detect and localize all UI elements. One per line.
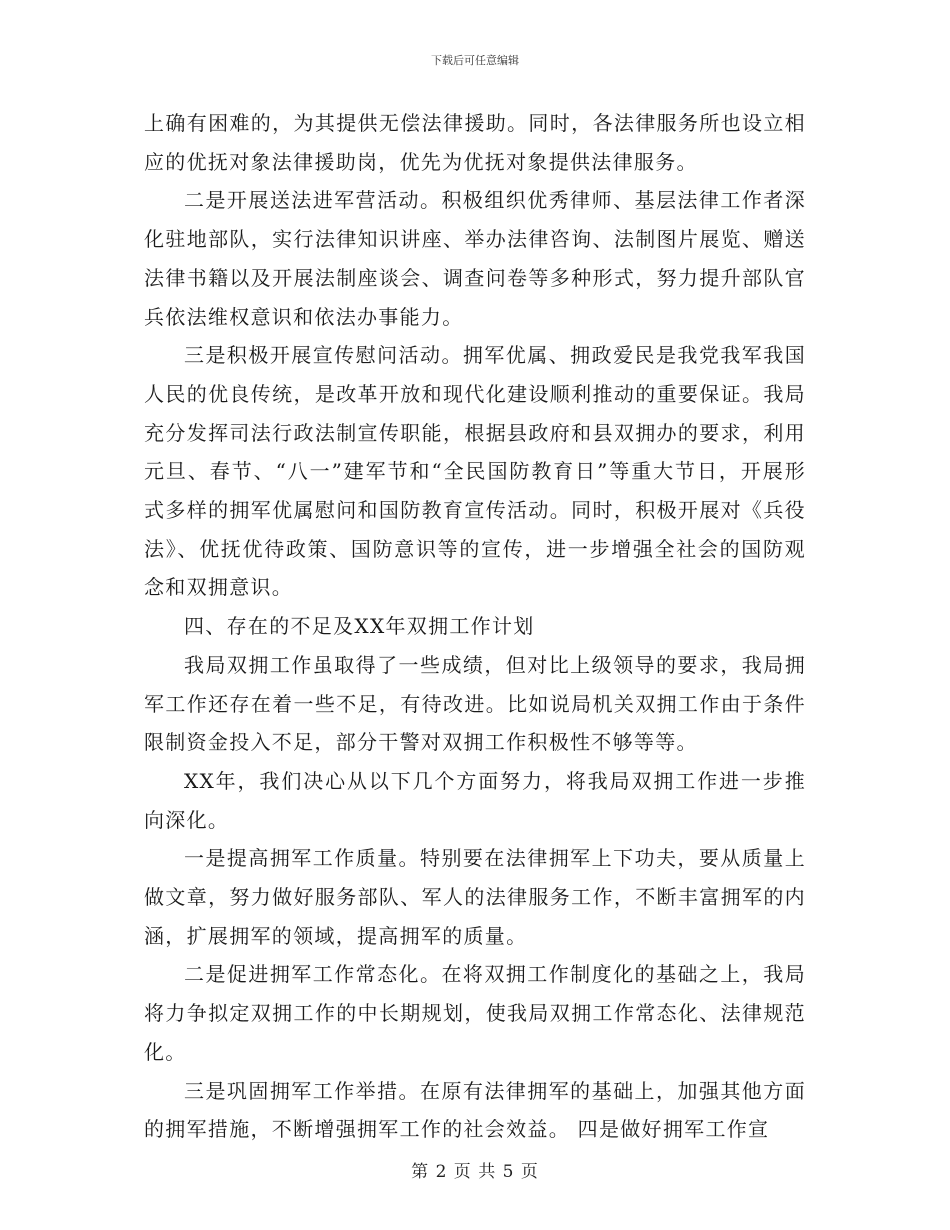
page-header: 下载后可任意编辑 [431,54,519,67]
section-heading: 四、存在的不足及XX年双拥工作计划 [184,614,535,639]
paragraph: 二是促进拥军工作常态化。在将双拥工作制度化的基础之上，我局将力争拟定双拥工作的中长期规划，使我局双拥工作常态化、法律规范化。 [144,962,806,1064]
paragraph: 我局双拥工作虽取得了一些成绩，但对比上级领导的要求，我局拥军工作还存在着一些不足，有待改进。比如说局机关双拥工作由于条件限制资金投入不足，部分干警对双拥工作积极性不够等等。 [144,652,806,755]
document-body [144,104,806,1149]
paragraph: XX年，我们决心从以下几个方面努力，将我局双拥工作进一步推向深化。 [144,768,806,832]
page-number: 第 2 页 共 5 页 [411,1162,539,1182]
paragraph: 三是积极开展宣传慰问活动。拥军优属、拥政爱民是我党我军我国人民的优良传统，是改革开放和现代化建设顺利推动的重要保证。我局充分发挥司法行政法制宣传职能，根据县政府和县双拥办的要求，利用元旦、春节、“八一”建军节和“全民国防教育日”等重大节日，开展形式多样的拥军优属慰问和国防教育宣传活动。同时，积极开展对《兵役法》、优抚优待政策、国防意识等的宣传，进一步增强全社会的国防观念和双拥意识。 [144,343,806,600]
paragraph: 三是巩固拥军工作举措。在原有法律拥军的基础上，加强其他方面的拥军措施，不断增强拥军工作的社会效益。 四是做好拥军工作宣 [144,1078,806,1142]
paragraph: 上确有困难的，为其提供无偿法律援助。同时，各法律服务所也设立相应的优抚对象法律援助岗，优先为优抚对象提供法律服务。 [144,111,806,174]
paragraph: 一是提高拥军工作质量。特别要在法律拥军上下功夫，要从质量上做文章，努力做好服务部队、军人的法律服务工作，不断丰富拥军的内涵，扩展拥军的领域，提高拥军的质量。 [144,846,806,948]
paragraph: 二是开展送法进军营活动。积极组织优秀律师、基层法律工作者深化驻地部队，实行法律知识讲座、举办法律咨询、法制图片展览、赠送法律书籍以及开展法制座谈会、调查问卷等多种形式，努力提升部队官兵依法维权意识和依法办事能力。 [144,188,806,329]
